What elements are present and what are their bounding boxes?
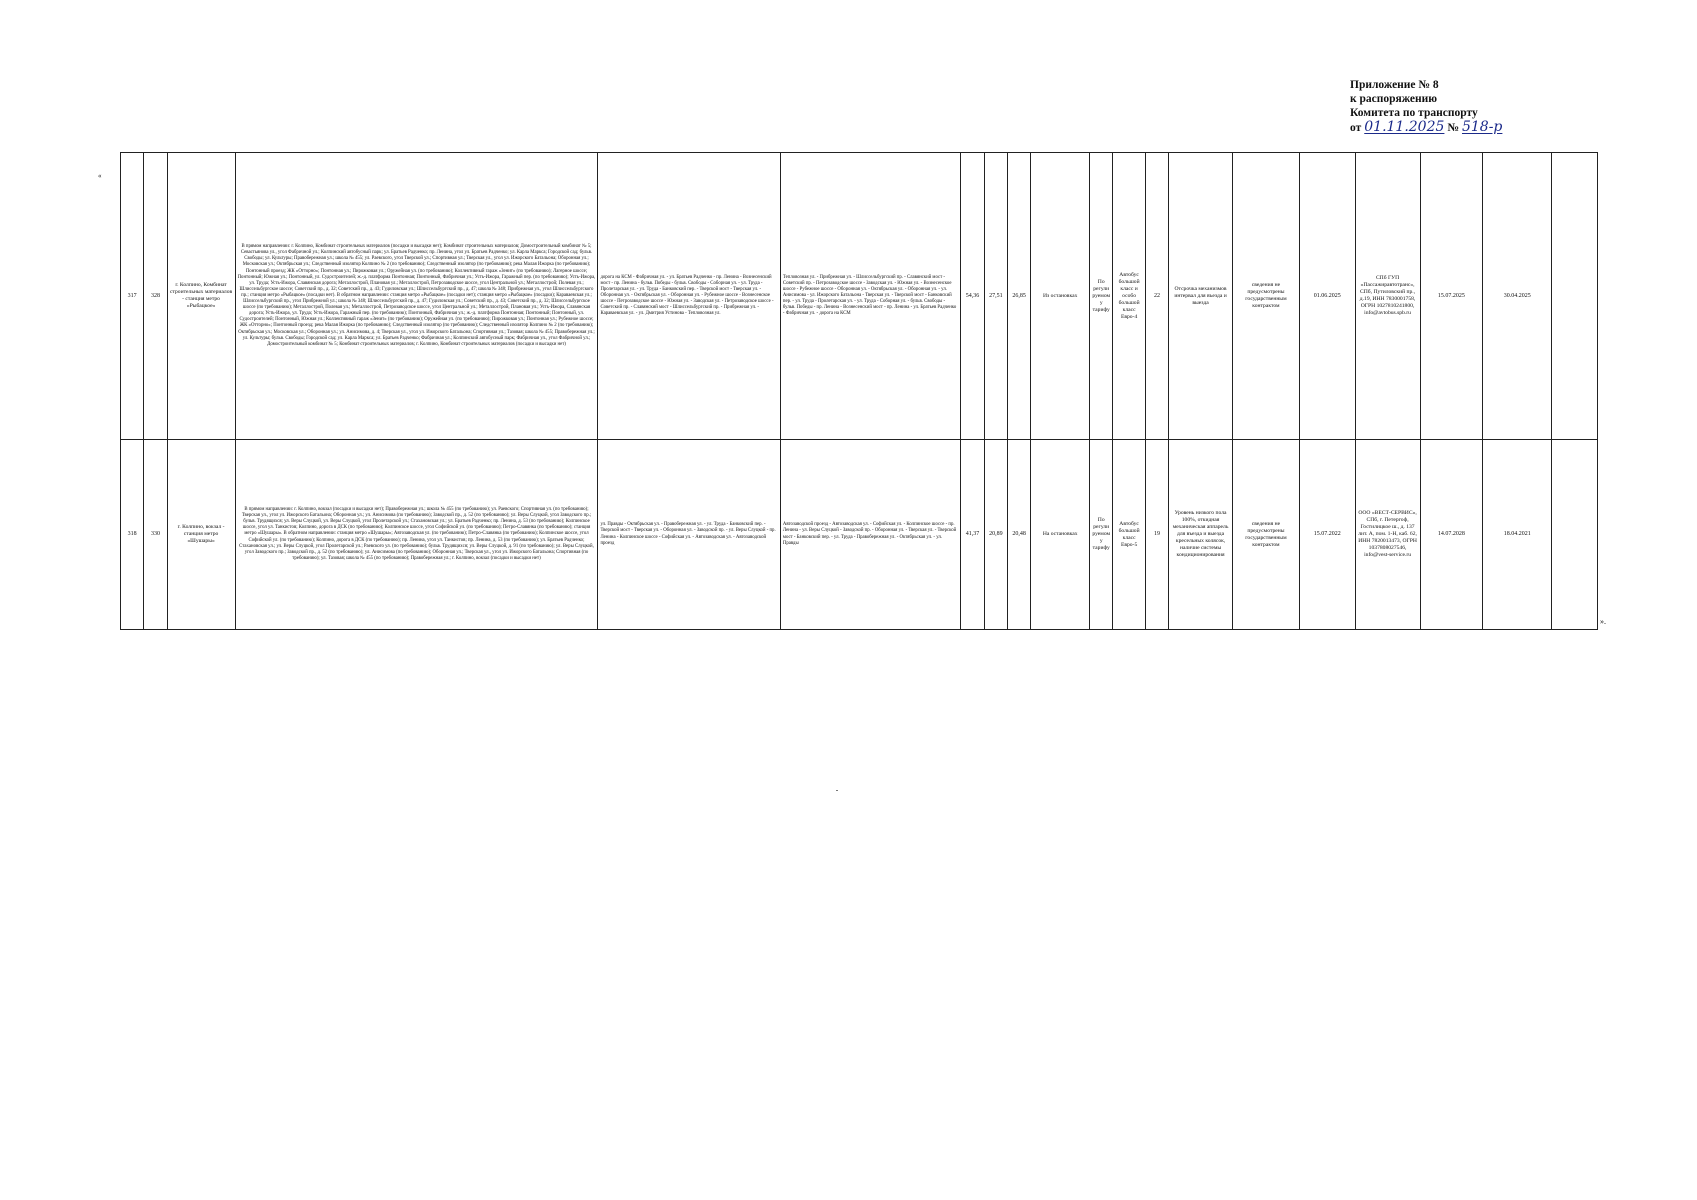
path-forward-cell: дорога на КСМ - Фабричная ул. - ул. Братьев Радченко - пр. Ленина - Вознесенский мост - пр. Ленина - бульв. Победы - бульв. Свободы - Соборная ул. - ул. Труда - Пролетарская ул. - ул. Труда - Банковский пер. - Тверской мост - Тверская ул. - Оборонная ул. - Октябрьская ул. - Оборонная ул. - Рубежное шоссе - Вознесенское шоссе - Петрозаводское шоссе - Южная ул. - Заводская ул. - Петрозаводское шоссе - Советский пр. - Славянский мост - Шлиссельбургский пр. - Прибрежная ул. - Караваевская ул. - ул. Дмитрия Устинова - Тепловозная ул. bbox=[598, 153, 780, 440]
path-backward-cell: Тепловозная ул. - Прибрежная ул. - Шлиссельбургский пр. - Славянский мост - Советский пр. - Петрозаводское шоссе - Заводская ул. - Южная ул. - Вознесенское шоссе - Рубежное шоссе - Оборонная ул. - Октябрьская ул. - Оборонная ул. - ул. Анисимова - ул. Ижорского Батальона - Тверская ул. - Тверской мост - Банковский пер. - ул. Труда - Пролетарская ул. - ул. Труда - Соборная ул. - бульв. Свободы - бульв. Победы - пр. Ленина - Вознесенский мост - пр. Ленина - ул. Братьев Радченко - Фабричная ул. - дорога на КСМ bbox=[780, 153, 960, 440]
length-total-cell: 54,36 bbox=[961, 153, 984, 440]
length-backward-cell: 20,48 bbox=[1007, 440, 1030, 630]
appendix-order-ref: к распоряжению bbox=[1350, 93, 1438, 105]
appendix-header bbox=[1350, 78, 1570, 135]
vehicle-cell: Автобус большой класс Евро-5 bbox=[1113, 440, 1145, 630]
path-backward-cell: Автозаводской проезд - Автозаводская ул. - Софийская ул. - Колпинское шоссе - пр. Ленина - ул. Веры Слуцкой - Заводской пр. - Оборонная ул. - Тверская ул. - Тверской мост - Банковский пер. - ул. Труда - Правобережная ул. - Октябрьская ул. - ул. Правды bbox=[780, 440, 960, 630]
route-number-cell: 330 bbox=[144, 440, 167, 630]
path-forward-cell: ул. Правды - Октябрьская ул. - Правобережная ул. - ул. Труда - Банковский пер. - Тверской мост - Тверская ул. - Оборонная ул. - Заводской пр. - ул. Веры Слуцкой - пр. Ленина - Колпинское шоссе - Софийская ул. - Автозаводская ул. - Автозаводской проезд bbox=[598, 440, 780, 630]
end-date-cell: 18.04.2021 bbox=[1483, 440, 1552, 630]
reg-number-cell: 318 bbox=[121, 440, 144, 630]
contract-date-cell: 15.07.2025 bbox=[1420, 153, 1483, 440]
number-prefix: № bbox=[1447, 122, 1459, 134]
scan-dot bbox=[836, 790, 838, 791]
vehicle-count-cell: 19 bbox=[1145, 440, 1168, 630]
characteristics-cell: Уровень низкого пола 100%, откидная механическая аппарель для въезда и выезда кресельных колясок, наличие системы кондиционирования bbox=[1169, 440, 1233, 630]
extra-cell bbox=[1552, 440, 1598, 630]
route-name-cell: г. Колпино, вокзал - станция метро «Шушары» bbox=[167, 440, 235, 630]
closing-quote-mark: ». bbox=[1600, 617, 1606, 626]
length-forward-cell: 27,51 bbox=[984, 153, 1007, 440]
contract-date-cell: 14.07.2028 bbox=[1420, 440, 1483, 630]
route-name-cell: г. Колпино, Комбинат строительных материалов - станция метро «Рыбацкое» bbox=[167, 153, 235, 440]
handwritten-number: 518-р bbox=[1461, 119, 1503, 135]
route-number-cell: 328 bbox=[144, 153, 167, 440]
end-date-cell: 30.04.2025 bbox=[1483, 153, 1552, 440]
length-forward-cell: 20,89 bbox=[984, 440, 1007, 630]
length-total-cell: 41,37 bbox=[961, 440, 984, 630]
carrier-cell: СПб ГУП «Пассажиравтотранс», СПб, Путиловский пр., д.19, ИНН 7830001758, ОГРН 1027810241800, info@avtobus.spb.ru bbox=[1355, 153, 1420, 440]
table-row bbox=[121, 440, 1598, 630]
stops-cell: В прямом направлении: г. Колпино, Комбинат строительных материалов (посадки и высадки нет); Комбинат строительных материалов; Домостроительный комбинат № 5; Севастьянова ул., угол Фабричной ул.; Колпинский автобусный парк; ул. Братьев Радченко; пр. Ленина, угол ул. Братьев Радченко; ул. Карла Маркса; Городской сад; бульв. Свободы; ул. Культуры; Правобережная ул.; школа № 455; ул. Раевского, угол Тверской ул.; Спортивная ул.; Тверская ул., угол ул. Ижорского Батальона; Оборонная ул.; Московская ул.; Октябрьская ул.; Следственный изолятор Колпино № 2 (по требованию); Следственный изолятор (по требованию); река Малая Ижорка (по требованию); Понтонный проезд; ЖК «Отторно»; Понтонная ул.; Пирожковая ул.; Оружейная ул. (по требованию); Коллективный гараж «Зенит» (по требованию); Лагерное шоссе; Понтонный; Южная ул.; Понтонный, ул. Судостроителей; ж.-д. платформа Понтонная; Понтонный, Фабричная ул.; Усть-Ижора, Гаражный пер. (по требованию); Усть-Ижора, ул. Труда; Усть-Ижора, Славянская дорога; Металлострой, Плановая ул.; Металлострой, Петрозаводское шоссе, угол Центральной ул.; Металлострой; Полевая ул.; Шлиссельбургское шоссе; Советский пр., д. 32; Советский пр., д. 43; Гудиловская ул.; Шлиссельбургский пр., д. 47; школа № 348; Прибрежная ул., угол Шлиссельбургского пр.; станция метро «Рыбацкое» (посадки нет). В обратном направлении: станция метро «Рыбацкое» (посадки нет); станция метро «Рыбацкое» (посадки); Караваевская ул.; Шлиссельбургский пр., угол Прибрежной ул.; школа № 348; Шлиссельбургский пр., д. 47; Гудиловская ул.; Советский пр., д. 43; Советский пр., д. 32; Шлиссельбургское шоссе (по требованию); Металлострой, Полевая ул.; Металлострой, Петрозаводское шоссе, угол Центральной ул.; Металлострой, Плановая ул.; Усть-Ижора, Славянская дорога; Усть-Ижора, ул. Труда; Усть-Ижора, Гаражный пер. (по требованию); Понтонный, Фабричная ул.; ж.-д. платформа Понтонная; Понтонный; Понтонный, ул. Судостроителей; Понтонный, Южная ул.; Коллективный гараж «Зенит» (по требованию); Оружейная ул. (по требованию); Пирожковая ул.; Понтонная ул.; Рубежное шоссе; ЖК «Отторно»; Понтонный проезд; река Малая Ижорка (по требованию); Следственный изолятор (по требованию); Следственный изолятор Колпино № 2 (по требованию); Октябрьская ул.; Московская ул.; Оборонная ул.; ул. Анисимова, д. 4; Тверская ул., угол ул. Ижорского Батальона; Спортивная ул.; Тазовая; школа № 455; Правобережная ул.; ул. Культуры; бульв. Свободы; Городской сад; ул. Карла Маркса; ул. Братьев Радченко; Фабричная ул.; Колпинский автобусный парк; Фабричная ул., угол Фабричной ул.; Домостроительный комбинат № 5; Комбинат строительных материалов; г. Колпино, Комбинат строительных материалов (посадки и высадки нет) bbox=[235, 153, 598, 440]
appendix-title: Приложение № 8 bbox=[1350, 79, 1439, 91]
handwritten-date: 01.11.2025 bbox=[1364, 119, 1445, 135]
carrier-cell: ООО «ВЕСТ-СЕРВИС», СПб, г. Петергоф, Гостилицкое ш., д. 137 лит. А, пом. 1-Н, каб. 62, ИНН 7820013473, ОГРН 1037808027546, info@vest-service.ru bbox=[1355, 440, 1420, 630]
reg-number-cell: 317 bbox=[121, 153, 144, 440]
schedule-note-cell: сведения не предусмотрены государственным контрактом bbox=[1232, 153, 1299, 440]
extra-cell bbox=[1552, 153, 1598, 440]
start-date-cell: 01.06.2025 bbox=[1299, 153, 1355, 440]
schedule-note-cell: сведения не предусмотрены государственным контрактом bbox=[1232, 440, 1299, 630]
date-prefix: от bbox=[1350, 122, 1362, 134]
stop-order-cell: На остановках bbox=[1031, 440, 1090, 630]
length-backward-cell: 26,85 bbox=[1007, 153, 1030, 440]
tariff-cell: По регулируемому тарифу bbox=[1090, 153, 1113, 440]
opening-quote-mark: « bbox=[98, 172, 102, 180]
appendix-committee: Комитета по транспорту bbox=[1350, 107, 1478, 119]
vehicle-count-cell: 22 bbox=[1145, 153, 1168, 440]
vehicle-cell: Автобус большой класс и особо большой класс Евро-4 bbox=[1113, 153, 1145, 440]
characteristics-cell: Отсрочка механизмов интервал для въезда и выезда bbox=[1169, 153, 1233, 440]
stop-order-cell: Из остановках bbox=[1031, 153, 1090, 440]
tariff-cell: По регулируемому тарифу bbox=[1090, 440, 1113, 630]
table-row bbox=[121, 153, 1598, 440]
routes-table bbox=[120, 152, 1598, 630]
stops-cell: В прямом направлении: г. Колпино, вокзал (посадки и высадки нет); Правобережная ул.; школа № 455 (по требованию); ул. Раевского; Спортивная ул. (по требованию); Тверская ул., угол ул. Ижорского Батальона; Оборонная ул.; ул. Анисимова (по требованию); Заводской пр., д. 52 (по требованию); ул. Веры Слуцкой, угол Заводского пр.; бульв. Трудящихся; ул. Веры Слуцкой, ул. Веры Слуцкой, угол Пролетарской ул.; Стахановская ул.; ул. Братьев Радченко; пр. Ленина, д. 53 (по требованию); Колпинское шоссе, угол ул. Танкистов; Колпино, дорога в ДСК (по требованию); Колпинское шоссе, угол Софийской ул. (по требованию); Петро-Славянка (по требованию); станция метро «Шушары». В обратном направлении: станция метро «Шушары»; Автозаводская ул. (по требованию); Петро-Славянка (по требованию); Колпинское шоссе, угол Софийской ул. (по требованию); Колпино, дорога в ДСК (по требованию); пр. Ленина, угол ул. Танкистов; пр. Ленина, д. 53 (по требованию); ул. Братьев Радченко; Стахановская ул.; ул. Веры Слуцкой, угол Пролетарской ул.; Раевского ул. (по требованию); бульв. Трудящихся; ул. Веры Слуцкой, д. 91 (по требованию); ул. Веры Слуцкой, угол Заводского пр.; Заводской пр., д. 52 (по требованию); ул. Анисимова (по требованию); Оборонная ул.; Тверская ул., угол ул. Ижорского Батальона; Спортивная (по требованию); ул. Тазовая; школа № 455 (по требованию); Правобережная ул.; г. Колпино, вокзал (посадки и высадки нет) bbox=[235, 440, 598, 630]
start-date-cell: 15.07.2022 bbox=[1299, 440, 1355, 630]
appendix-date-line bbox=[1350, 120, 1570, 135]
